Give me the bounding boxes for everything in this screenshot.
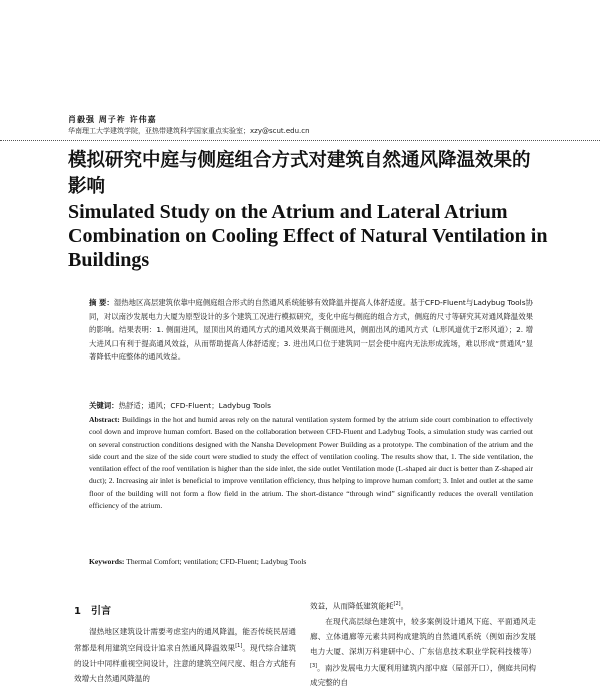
keywords-chinese-label: 关键词： [89, 401, 119, 410]
section-number: 1 [74, 606, 81, 617]
keywords-english [89, 557, 533, 566]
body-paragraph: 在现代高层绿色建筑中，较多案例设计通风下庭、平面通风走廊、立体通廊等元素共同构成建筑的自然通风系统（例如南沙发展电力大厦、深圳万科建研中心、广东信息技术职业学院科技楼等） [310, 616, 536, 656]
abstract-chinese-text: 湿热地区高层建筑依靠中庭侧庭组合形式的自然通风系统能够有效降温并提高人体舒适度。基于CFD-Fluent与Ladybug Tools协同，对以南沙发展电力大厦为原型设计的多个建筑工况进行模拟研究，变化中庭与侧庭的组合方式，侧庭的尺寸等研究其对通风降温效果的影响。结果表明：1. 侧面进风，屋顶出风的通风方式的通风效果高于侧面进风，侧面出风的通风方式（L形风道优于Z形风道）；2. 增大进风口有利于提高通风效益，从而帮助提高人体舒适度；3. 进出风口位于建筑同一层会使中庭内无法形成流场，难以形成“贯通风”显著降低中庭整体的通风效益。 [89, 298, 533, 362]
abstract-english-text: Buildings in the hot and humid areas rely on the natural ventilation system formed by the atrium side court combination to effectively cool down and improve human comfort. Based on the collaboration between CFD-Fluent and Ladybug Tools, a simulation study was carried out on several construction conditions designed with the Nansha Development Power Building as a prototype. The combination of the atrium and the side court and the size of the side court were studied to study the effect of ventilation cooling. The results show that, 1. The side ventilation, the ventilation effect of the roof ventilation is higher than the side inlet, the side outlet Ventilation mode (L-shaped air duct is better than Z-shaped air duct); 2. Increasing air inlet is beneficial to improve ventilation efficiency, thus helping to improve human comfort; 3. Inlet and outlet at the same floor of the building will not form a flow field in the atrium. The short-distance “through wind” significantly reduces the overall ventilation efficiency of the atrium. [89, 415, 533, 511]
author-list: 肖毅强 周子祚 许伟嘉 [68, 115, 157, 124]
header-divider [0, 140, 600, 141]
abstract-chinese [89, 296, 533, 364]
citation: [3] [310, 662, 318, 669]
body-paragraph-cont: 。南沙发展电力大厦利用建筑内部中庭（屋部开口），侧庭共同构成完整的自 [310, 663, 536, 688]
keywords-english-label: Keywords: [89, 557, 125, 566]
abstract-english [89, 414, 533, 512]
title-english: Simulated Study on the Atrium and Lateral Atrium Combination on Cooling Effect of Natural Ventilation in Buildings [68, 201, 548, 271]
abstract-english-label: Abstract: [89, 415, 120, 424]
body-paragraph: 湿热地区建筑设计需要考虑室内的通风降温，能否传统民居通常都是利用建筑空间设计追求自然通风降温效果 [74, 627, 296, 653]
section-heading [74, 602, 111, 617]
body-column-left [74, 624, 296, 686]
author-affiliation: 华南理工大学建筑学院，亚热带建筑科学国家重点实验室；xzy@scut.edu.cn [68, 127, 310, 135]
section-title: 引言 [90, 606, 111, 617]
keywords-chinese [89, 400, 533, 411]
abstract-chinese-label: 摘 要： [89, 298, 114, 307]
body-line: 效益，从而降低建筑能耗 [310, 601, 394, 611]
keywords-chinese-text: 热舒适；通风；CFD-Fluent；Ladybug Tools [118, 401, 271, 410]
body-paragraph-cont: 。现代综合建筑的设计中同样重视空间设计，注意的建筑空间尺度、组合方式能有效增大自然通风降温的 [74, 643, 297, 683]
keywords-english-text: Thermal Comfort; ventilation; CFD-Fluent; Ladybug Tools [126, 557, 307, 566]
citation: [2] [393, 601, 401, 607]
body-line-end: 。 [400, 601, 409, 611]
citation: [1] [235, 643, 243, 649]
body-column-right [310, 597, 536, 690]
title-chinese: 模拟研究中庭与侧庭组合方式对建筑自然通风降温效果的影响 [68, 150, 531, 197]
